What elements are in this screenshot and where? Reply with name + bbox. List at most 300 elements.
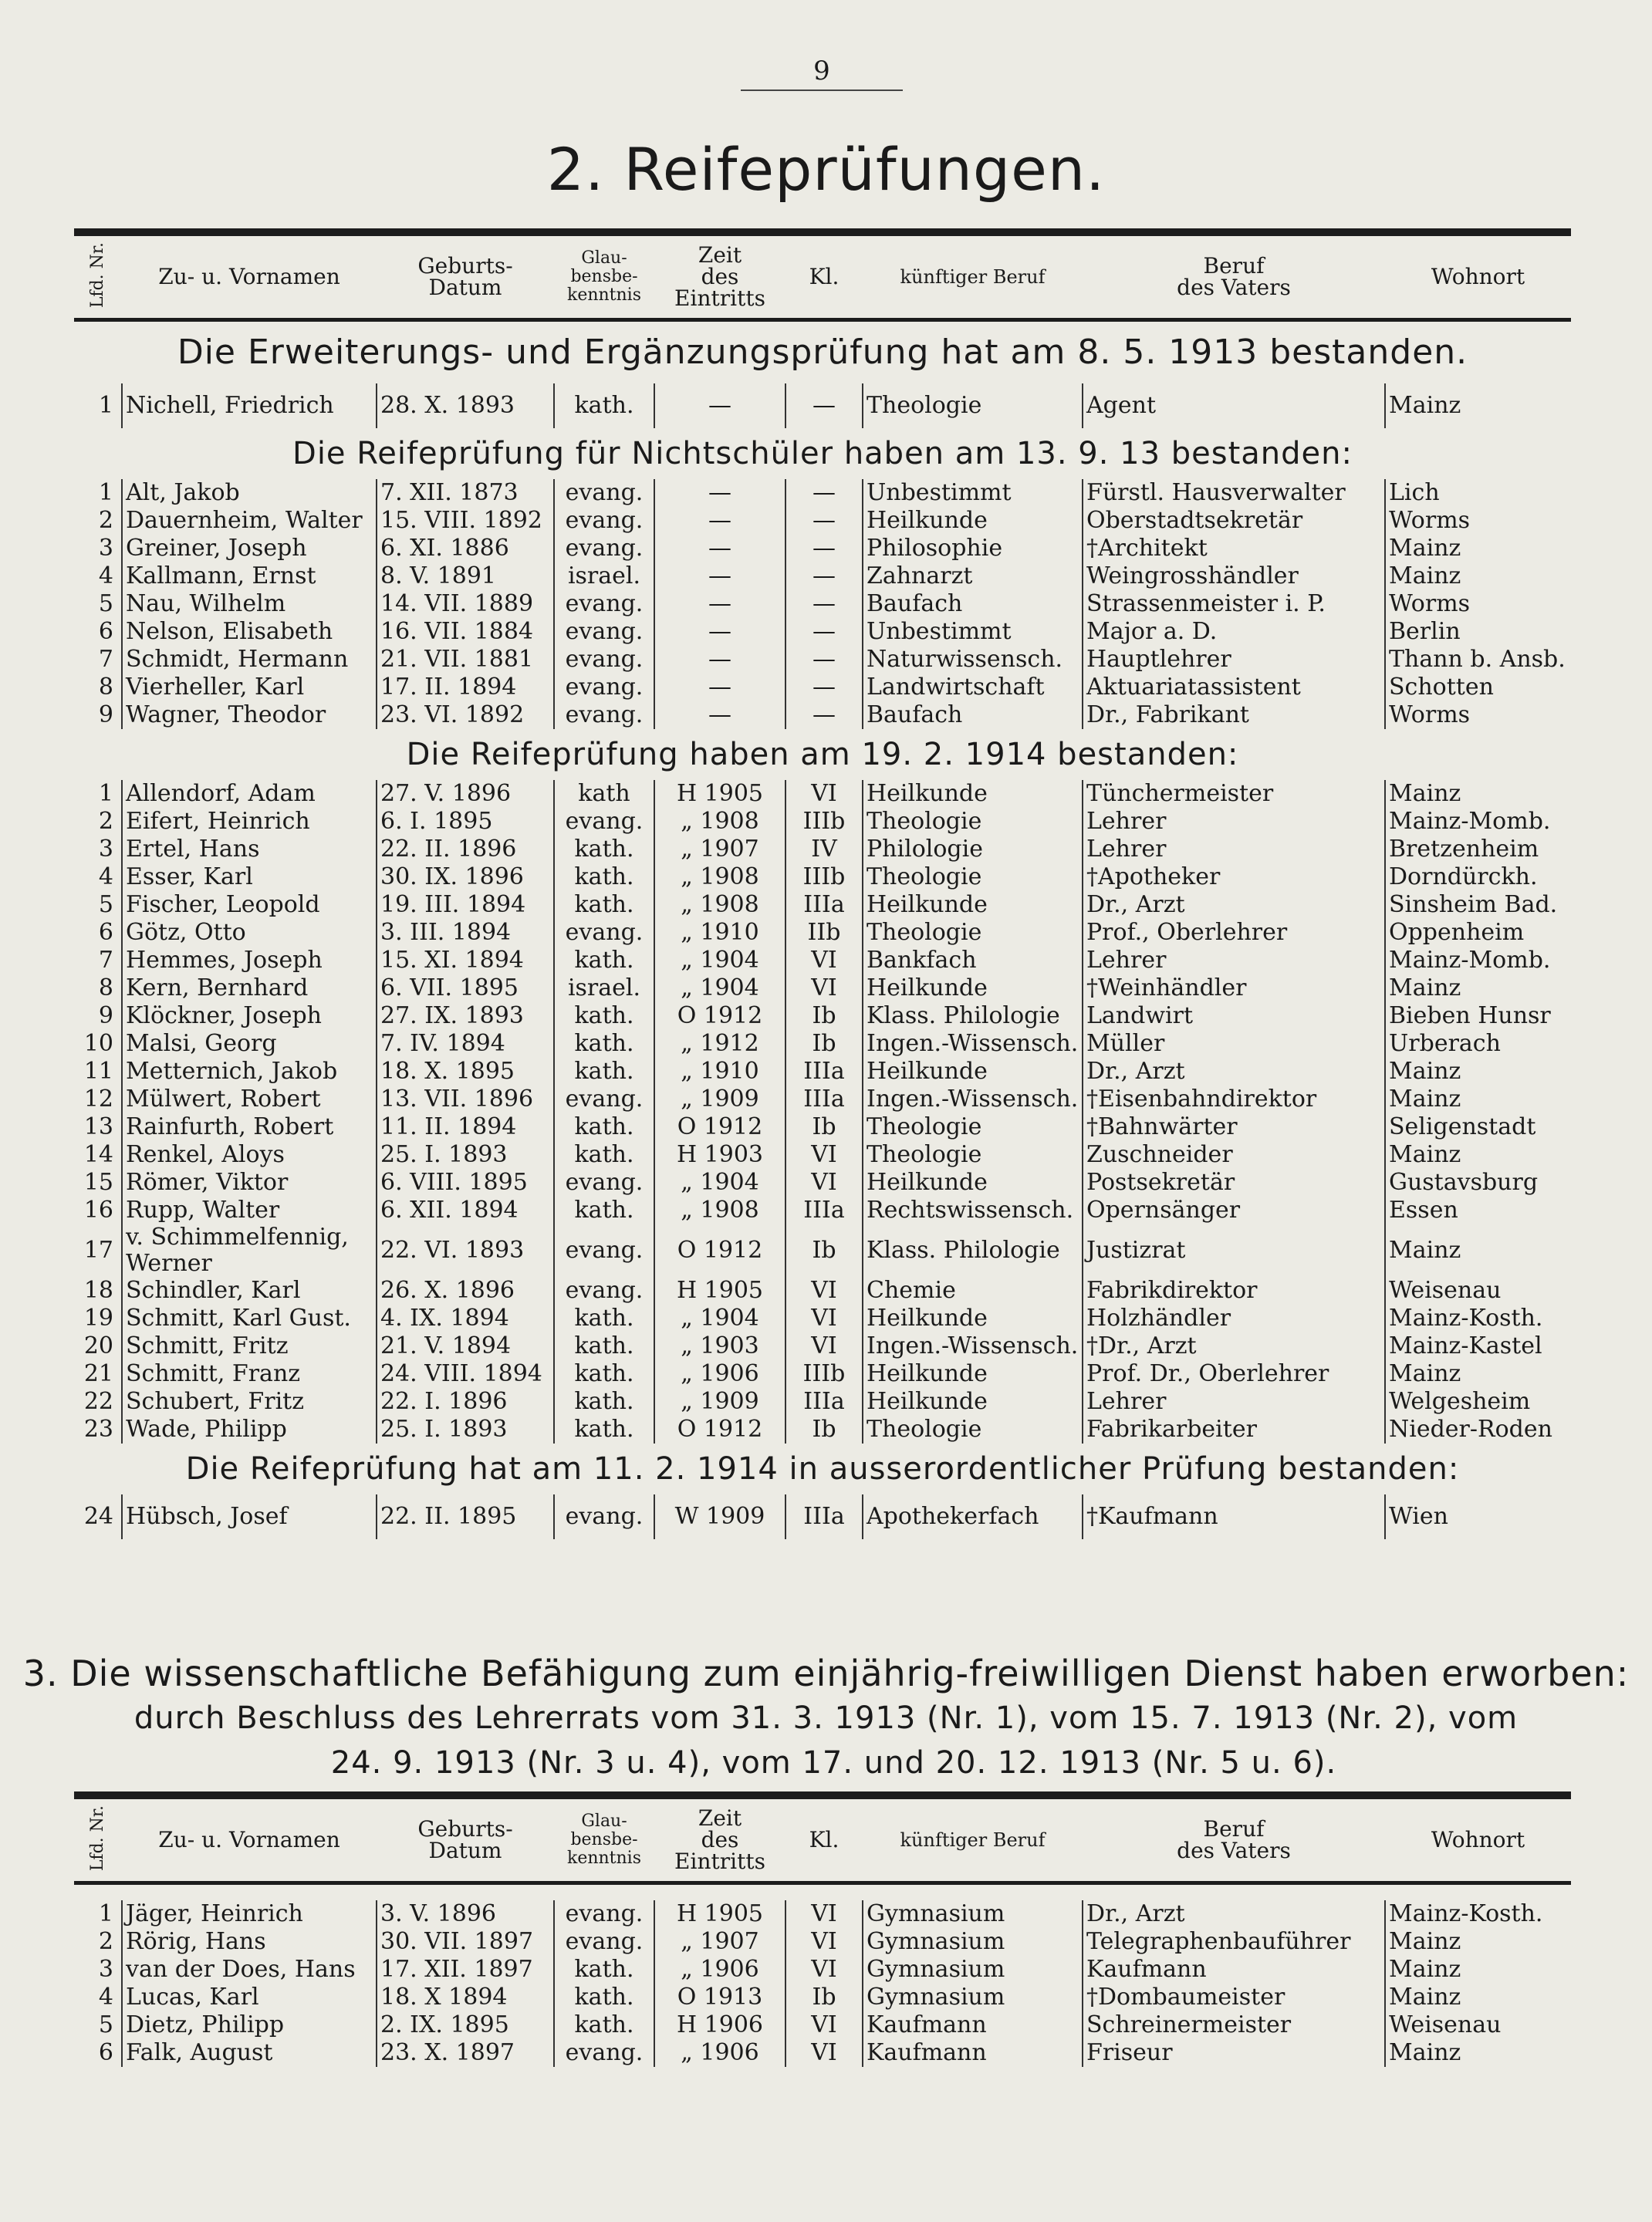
home-cell: Worms xyxy=(1385,507,1571,535)
section-3-heading xyxy=(0,1651,1652,1785)
class-cell: IIIa xyxy=(785,1388,863,1416)
class-cell: — xyxy=(785,674,863,701)
faith-cell: evang. xyxy=(554,1224,654,1277)
career-cell: Theologie xyxy=(863,863,1083,891)
birth-date-cell: 22. VI. 1893 xyxy=(377,1224,554,1277)
faith-cell: israel. xyxy=(554,562,654,590)
entry-year-cell: — xyxy=(654,562,785,590)
table-row xyxy=(74,1197,1571,1224)
section-caption-row xyxy=(74,428,1571,479)
table-row xyxy=(74,1494,1571,1539)
entry-year-cell: „ 1906 xyxy=(654,1956,785,1984)
class-cell: IIIa xyxy=(785,891,863,919)
father-job-cell: †Eisenbahndirektor xyxy=(1083,1086,1385,1113)
name-cell: Eifert, Heinrich xyxy=(122,808,377,836)
table-row xyxy=(74,1360,1571,1388)
entry-year-cell: „ 1908 xyxy=(654,808,785,836)
name-cell: Rörig, Hans xyxy=(122,1928,377,1956)
birth-date-cell: 23. VI. 1892 xyxy=(377,701,554,729)
name-cell: van der Does, Hans xyxy=(122,1956,377,1984)
entry-year-cell: — xyxy=(654,618,785,646)
reifepruefungen-table xyxy=(74,228,1571,1539)
birth-date-cell: 15. VIII. 1892 xyxy=(377,507,554,535)
table-row xyxy=(74,1956,1571,1984)
faith-cell: kath. xyxy=(554,1058,654,1086)
class-cell: VI xyxy=(785,947,863,974)
father-job-cell: Zuschneider xyxy=(1083,1141,1385,1169)
name-cell: Wade, Philipp xyxy=(122,1416,377,1444)
row-number: 11 xyxy=(83,1058,113,1086)
faith-cell: kath. xyxy=(554,1305,654,1332)
home-cell: Mainz xyxy=(1385,1984,1571,2011)
career-cell: Baufach xyxy=(863,701,1083,729)
father-job-cell: Fürstl. Hausverwalter xyxy=(1083,479,1385,507)
faith-cell: evang. xyxy=(554,646,654,674)
class-cell: IIIb xyxy=(785,808,863,836)
header-born: Geburts- Datum xyxy=(377,1795,554,1883)
name-cell: Nichell, Friedrich xyxy=(122,383,377,428)
birth-date-cell: 19. III. 1894 xyxy=(377,891,554,919)
father-job-cell: Schreinermeister xyxy=(1083,2011,1385,2039)
home-cell: Essen xyxy=(1385,1197,1571,1224)
career-cell: Chemie xyxy=(863,1277,1083,1305)
father-job-cell: Strassenmeister i. P. xyxy=(1083,590,1385,618)
section-3-line-2: durch Beschluss des Lehrerrats vom 31. 3. 1913 (Nr. 1), vom 15. 7. 1913 (Nr. 2), vom xyxy=(133,1700,1519,1736)
faith-cell: kath. xyxy=(554,1416,654,1444)
row-number: 14 xyxy=(83,1141,113,1169)
home-cell: Mainz-Kosth. xyxy=(1385,1900,1571,1928)
entry-year-cell: — xyxy=(654,535,785,562)
father-job-cell: †Weinhändler xyxy=(1083,974,1385,1002)
faith-cell: evang. xyxy=(554,808,654,836)
career-cell: Theologie xyxy=(863,383,1083,428)
class-cell: Ib xyxy=(785,1416,863,1444)
entry-year-cell: — xyxy=(654,383,785,428)
class-cell: IIIa xyxy=(785,1086,863,1113)
name-cell: Lucas, Karl xyxy=(122,1984,377,2011)
career-cell: Heilkunde xyxy=(863,507,1083,535)
birth-date-cell: 2. IX. 1895 xyxy=(377,2011,554,2039)
career-cell: Theologie xyxy=(863,1141,1083,1169)
name-cell: Metternich, Jakob xyxy=(122,1058,377,1086)
entry-year-cell: „ 1912 xyxy=(654,1030,785,1058)
table-row xyxy=(74,2039,1571,2067)
faith-cell: kath. xyxy=(554,836,654,863)
table-row xyxy=(74,836,1571,863)
father-job-cell: Tünchermeister xyxy=(1083,780,1385,808)
faith-cell: evang. xyxy=(554,507,654,535)
table-row xyxy=(74,562,1571,590)
row-number: 1 xyxy=(98,479,113,507)
header-name: Zu- u. Vornamen xyxy=(122,232,377,320)
career-cell: Kaufmann xyxy=(863,2011,1083,2039)
birth-date-cell: 21. VII. 1881 xyxy=(377,646,554,674)
faith-cell: evang. xyxy=(554,479,654,507)
entry-year-cell: H 1905 xyxy=(654,780,785,808)
name-cell: Nau, Wilhelm xyxy=(122,590,377,618)
table-row xyxy=(74,1086,1571,1113)
section-caption: Die Erweiterungs- und Ergänzungsprüfung hat am 8. 5. 1913 bestanden. xyxy=(177,333,1468,373)
career-cell: Heilkunde xyxy=(863,780,1083,808)
birth-date-cell: 6. VIII. 1895 xyxy=(377,1169,554,1197)
name-cell: Schmitt, Karl Gust. xyxy=(122,1305,377,1332)
row-number: 6 xyxy=(98,919,113,947)
career-cell: Unbestimmt xyxy=(863,618,1083,646)
class-cell: — xyxy=(785,646,863,674)
home-cell: Oppenheim xyxy=(1385,919,1571,947)
faith-cell: evang. xyxy=(554,1086,654,1113)
row-number: 9 xyxy=(98,1002,113,1030)
table-row xyxy=(74,1984,1571,2011)
career-cell: Theologie xyxy=(863,919,1083,947)
father-job-cell: †Dr., Arzt xyxy=(1083,1332,1385,1360)
birth-date-cell: 17. II. 1894 xyxy=(377,674,554,701)
section-caption: Die Reifeprüfung für Nichtschüler haben am 13. 9. 13 bestanden: xyxy=(292,436,1353,472)
faith-cell: evang. xyxy=(554,701,654,729)
name-cell: Kern, Bernhard xyxy=(122,974,377,1002)
header-faith: Glau- bensbe- kenntnis xyxy=(554,232,654,320)
faith-cell: kath. xyxy=(554,1197,654,1224)
table-row xyxy=(74,808,1571,836)
birth-date-cell: 13. VII. 1896 xyxy=(377,1086,554,1113)
row-number: 8 xyxy=(98,974,113,1002)
birth-date-cell: 6. I. 1895 xyxy=(377,808,554,836)
class-cell: VI xyxy=(785,780,863,808)
class-cell: VI xyxy=(785,1305,863,1332)
home-cell: Weisenau xyxy=(1385,2011,1571,2039)
faith-cell: kath. xyxy=(554,1360,654,1388)
entry-year-cell: „ 1909 xyxy=(654,1388,785,1416)
faith-cell: kath. xyxy=(554,1984,654,2011)
row-number: 24 xyxy=(83,1503,113,1531)
table-row xyxy=(74,1928,1571,1956)
faith-cell: evang. xyxy=(554,2039,654,2067)
class-cell: VI xyxy=(785,1141,863,1169)
spacer-row xyxy=(74,1883,1571,1901)
row-number: 8 xyxy=(98,674,113,701)
table-row xyxy=(74,674,1571,701)
class-cell: — xyxy=(785,562,863,590)
birth-date-cell: 22. II. 1895 xyxy=(377,1494,554,1539)
table-row xyxy=(74,535,1571,562)
name-cell: Greiner, Joseph xyxy=(122,535,377,562)
name-cell: Allendorf, Adam xyxy=(122,780,377,808)
table-row xyxy=(74,479,1571,507)
faith-cell: kath xyxy=(554,780,654,808)
faith-cell: kath. xyxy=(554,2011,654,2039)
career-cell: Theologie xyxy=(863,1113,1083,1141)
entry-year-cell: H 1906 xyxy=(654,2011,785,2039)
father-job-cell: Lehrer xyxy=(1083,947,1385,974)
birth-date-cell: 8. V. 1891 xyxy=(377,562,554,590)
row-number: 5 xyxy=(98,2011,113,2039)
father-job-cell: †Bahnwärter xyxy=(1083,1113,1385,1141)
header-faith: Glau- bensbe- kenntnis xyxy=(554,1795,654,1883)
row-number: 4 xyxy=(98,863,113,891)
class-cell: VI xyxy=(785,2011,863,2039)
name-cell: Dauernheim, Walter xyxy=(122,507,377,535)
row-number: 12 xyxy=(83,1086,113,1113)
career-cell: Gymnasium xyxy=(863,1928,1083,1956)
career-cell: Heilkunde xyxy=(863,974,1083,1002)
faith-cell: kath. xyxy=(554,383,654,428)
entry-year-cell: „ 1908 xyxy=(654,1197,785,1224)
row-number: 21 xyxy=(83,1360,113,1388)
class-cell: VI xyxy=(785,1928,863,1956)
father-job-cell: Prof. Dr., Oberlehrer xyxy=(1083,1360,1385,1388)
name-cell: Römer, Viktor xyxy=(122,1169,377,1197)
father-job-cell: Opernsänger xyxy=(1083,1197,1385,1224)
table-row xyxy=(74,1305,1571,1332)
faith-cell: kath. xyxy=(554,1030,654,1058)
class-cell: IIb xyxy=(785,919,863,947)
birth-date-cell: 17. XII. 1897 xyxy=(377,1956,554,1984)
faith-cell: evang. xyxy=(554,1900,654,1928)
home-cell: Worms xyxy=(1385,701,1571,729)
career-cell: Gymnasium xyxy=(863,1984,1083,2011)
table-row xyxy=(74,1332,1571,1360)
father-job-cell: Justizrat xyxy=(1083,1224,1385,1277)
birth-date-cell: 28. X. 1893 xyxy=(377,383,554,428)
faith-cell: evang. xyxy=(554,1169,654,1197)
faith-cell: evang. xyxy=(554,618,654,646)
birth-date-cell: 18. X 1894 xyxy=(377,1984,554,2011)
entry-year-cell: O 1912 xyxy=(654,1113,785,1141)
name-cell: Rupp, Walter xyxy=(122,1197,377,1224)
career-cell: Apothekerfach xyxy=(863,1494,1083,1539)
birth-date-cell: 23. X. 1897 xyxy=(377,2039,554,2067)
table-row xyxy=(74,863,1571,891)
class-cell: VI xyxy=(785,1900,863,1928)
father-job-cell: Weingrosshändler xyxy=(1083,562,1385,590)
name-cell: Esser, Karl xyxy=(122,863,377,891)
class-cell: IIIb xyxy=(785,1360,863,1388)
row-number: 6 xyxy=(98,618,113,646)
table-body xyxy=(74,320,1571,1540)
father-job-cell: Dr., Arzt xyxy=(1083,1900,1385,1928)
row-number: 2 xyxy=(98,507,113,535)
class-cell: — xyxy=(785,618,863,646)
section-caption-row xyxy=(74,729,1571,780)
career-cell: Heilkunde xyxy=(863,1058,1083,1086)
career-cell: Heilkunde xyxy=(863,1360,1083,1388)
name-cell: Rainfurth, Robert xyxy=(122,1113,377,1141)
entry-year-cell: „ 1904 xyxy=(654,1305,785,1332)
home-cell: Schotten xyxy=(1385,674,1571,701)
section-3-title: 3. Die wissenschaftliche Befähigung zum einjährig-freiwilligen Dienst haben erworben: xyxy=(22,1653,1630,1694)
entry-year-cell: „ 1907 xyxy=(654,1928,785,1956)
name-cell: Dietz, Philipp xyxy=(122,2011,377,2039)
career-cell: Naturwissensch. xyxy=(863,646,1083,674)
birth-date-cell: 25. I. 1893 xyxy=(377,1416,554,1444)
class-cell: Ib xyxy=(785,1224,863,1277)
table-row xyxy=(74,1416,1571,1444)
row-number: 1 xyxy=(98,1900,113,1928)
class-cell: IV xyxy=(785,836,863,863)
faith-cell: israel. xyxy=(554,974,654,1002)
career-cell: Heilkunde xyxy=(863,891,1083,919)
entry-year-cell: „ 1904 xyxy=(654,974,785,1002)
class-cell: — xyxy=(785,590,863,618)
faith-cell: kath. xyxy=(554,1332,654,1360)
row-number: 20 xyxy=(83,1332,113,1360)
home-cell: Mainz xyxy=(1385,383,1571,428)
career-cell: Klass. Philologie xyxy=(863,1224,1083,1277)
row-number: 3 xyxy=(98,535,113,562)
header-lfd: Lfd. Nr. xyxy=(88,242,107,309)
father-job-cell: Hauptlehrer xyxy=(1083,646,1385,674)
father-job-cell: Lehrer xyxy=(1083,836,1385,863)
name-cell: Vierheller, Karl xyxy=(122,674,377,701)
home-cell: Berlin xyxy=(1385,618,1571,646)
birth-date-cell: 6. XI. 1886 xyxy=(377,535,554,562)
career-cell: Rechtswissensch. xyxy=(863,1197,1083,1224)
home-cell: Mainz xyxy=(1385,1224,1571,1277)
name-cell: Fischer, Leopold xyxy=(122,891,377,919)
row-number: 16 xyxy=(83,1197,113,1224)
table-row xyxy=(74,974,1571,1002)
birth-date-cell: 25. I. 1893 xyxy=(377,1141,554,1169)
table-row xyxy=(74,1030,1571,1058)
table-row xyxy=(74,1900,1571,1928)
birth-date-cell: 21. V. 1894 xyxy=(377,1332,554,1360)
faith-cell: kath. xyxy=(554,891,654,919)
faith-cell: evang. xyxy=(554,535,654,562)
home-cell: Mainz-Momb. xyxy=(1385,808,1571,836)
section-caption: Die Reifeprüfung hat am 11. 2. 1914 in ausserordentlicher Prüfung bestanden: xyxy=(185,1451,1460,1488)
home-cell: Wien xyxy=(1385,1494,1571,1539)
birth-date-cell: 3. V. 1896 xyxy=(377,1900,554,1928)
home-cell: Nieder-Roden xyxy=(1385,1416,1571,1444)
class-cell: VI xyxy=(785,1332,863,1360)
class-cell: Ib xyxy=(785,1113,863,1141)
career-cell: Gymnasium xyxy=(863,1900,1083,1928)
father-job-cell: Agent xyxy=(1083,383,1385,428)
birth-date-cell: 15. XI. 1894 xyxy=(377,947,554,974)
name-cell: Götz, Otto xyxy=(122,919,377,947)
table-row xyxy=(74,701,1571,729)
row-number: 19 xyxy=(83,1305,113,1332)
einjaehrig-table xyxy=(74,1791,1571,2067)
table-row xyxy=(74,891,1571,919)
father-job-cell: †Dombaumeister xyxy=(1083,1984,1385,2011)
entry-year-cell: „ 1910 xyxy=(654,919,785,947)
father-job-cell: Holzhändler xyxy=(1083,1305,1385,1332)
birth-date-cell: 11. II. 1894 xyxy=(377,1113,554,1141)
row-number: 4 xyxy=(98,562,113,590)
faith-cell: kath. xyxy=(554,1002,654,1030)
entry-year-cell: „ 1907 xyxy=(654,836,785,863)
class-cell: — xyxy=(785,507,863,535)
home-cell: Mainz xyxy=(1385,1956,1571,1984)
class-cell: — xyxy=(785,383,863,428)
entry-year-cell: „ 1903 xyxy=(654,1332,785,1360)
header-father: Beruf des Vaters xyxy=(1083,232,1385,320)
career-cell: Ingen.-Wissensch. xyxy=(863,1332,1083,1360)
section-3-line-3: 24. 9. 1913 (Nr. 3 u. 4), vom 17. und 20. 12. 1913 (Nr. 5 u. 6). xyxy=(330,1745,1337,1781)
faith-cell: evang. xyxy=(554,1494,654,1539)
entry-year-cell: — xyxy=(654,674,785,701)
class-cell: — xyxy=(785,479,863,507)
birth-date-cell: 4. IX. 1894 xyxy=(377,1305,554,1332)
faith-cell: kath. xyxy=(554,863,654,891)
home-cell: Weisenau xyxy=(1385,1277,1571,1305)
father-job-cell: †Architekt xyxy=(1083,535,1385,562)
birth-date-cell: 27. IX. 1893 xyxy=(377,1002,554,1030)
career-cell: Gymnasium xyxy=(863,1956,1083,1984)
entry-year-cell: „ 1906 xyxy=(654,1360,785,1388)
row-number: 1 xyxy=(98,780,113,808)
birth-date-cell: 14. VII. 1889 xyxy=(377,590,554,618)
home-cell: Mainz xyxy=(1385,1928,1571,1956)
name-cell: Alt, Jakob xyxy=(122,479,377,507)
father-job-cell: Fabrikarbeiter xyxy=(1083,1416,1385,1444)
entry-year-cell: — xyxy=(654,646,785,674)
class-cell: Ib xyxy=(785,1030,863,1058)
table-row xyxy=(74,590,1571,618)
table-row xyxy=(74,780,1571,808)
birth-date-cell: 27. V. 1896 xyxy=(377,780,554,808)
faith-cell: kath. xyxy=(554,1388,654,1416)
faith-cell: evang. xyxy=(554,1928,654,1956)
home-cell: Bretzenheim xyxy=(1385,836,1571,863)
row-number: 3 xyxy=(98,836,113,863)
birth-date-cell: 22. II. 1896 xyxy=(377,836,554,863)
career-cell: Klass. Philologie xyxy=(863,1002,1083,1030)
birth-date-cell: 3. III. 1894 xyxy=(377,919,554,947)
faith-cell: kath. xyxy=(554,1956,654,1984)
table-header-row xyxy=(74,232,1571,320)
birth-date-cell: 6. VII. 1895 xyxy=(377,974,554,1002)
name-cell: Falk, August xyxy=(122,2039,377,2067)
header-father: Beruf des Vaters xyxy=(1083,1795,1385,1883)
row-number: 10 xyxy=(83,1030,113,1058)
faith-cell: evang. xyxy=(554,1277,654,1305)
entry-year-cell: „ 1908 xyxy=(654,863,785,891)
name-cell: Hübsch, Josef xyxy=(122,1494,377,1539)
home-cell: Mainz xyxy=(1385,1141,1571,1169)
home-cell: Mainz xyxy=(1385,535,1571,562)
faith-cell: kath. xyxy=(554,1141,654,1169)
entry-year-cell: — xyxy=(654,590,785,618)
father-job-cell: Oberstadtsekretär xyxy=(1083,507,1385,535)
name-cell: Schmidt, Hermann xyxy=(122,646,377,674)
row-number: 18 xyxy=(83,1277,113,1305)
class-cell: VI xyxy=(785,974,863,1002)
father-job-cell: Müller xyxy=(1083,1030,1385,1058)
home-cell: Mainz xyxy=(1385,1360,1571,1388)
birth-date-cell: 22. I. 1896 xyxy=(377,1388,554,1416)
career-cell: Landwirtschaft xyxy=(863,674,1083,701)
row-number: 13 xyxy=(83,1113,113,1141)
home-cell: Mainz xyxy=(1385,562,1571,590)
name-cell: Schmitt, Franz xyxy=(122,1360,377,1388)
class-cell: VI xyxy=(785,1169,863,1197)
birth-date-cell: 26. X. 1896 xyxy=(377,1277,554,1305)
entry-year-cell: „ 1909 xyxy=(654,1086,785,1113)
row-number: 2 xyxy=(98,808,113,836)
row-number: 17 xyxy=(83,1237,113,1265)
father-job-cell: Postsekretär xyxy=(1083,1169,1385,1197)
class-cell: IIIb xyxy=(785,863,863,891)
home-cell: Sinsheim Bad. xyxy=(1385,891,1571,919)
home-cell: Mainz-Kosth. xyxy=(1385,1305,1571,1332)
name-cell: Klöckner, Joseph xyxy=(122,1002,377,1030)
name-cell: Mülwert, Robert xyxy=(122,1086,377,1113)
name-cell: Schubert, Fritz xyxy=(122,1388,377,1416)
header-born: Geburts- Datum xyxy=(377,232,554,320)
father-job-cell: Aktuariatassistent xyxy=(1083,674,1385,701)
